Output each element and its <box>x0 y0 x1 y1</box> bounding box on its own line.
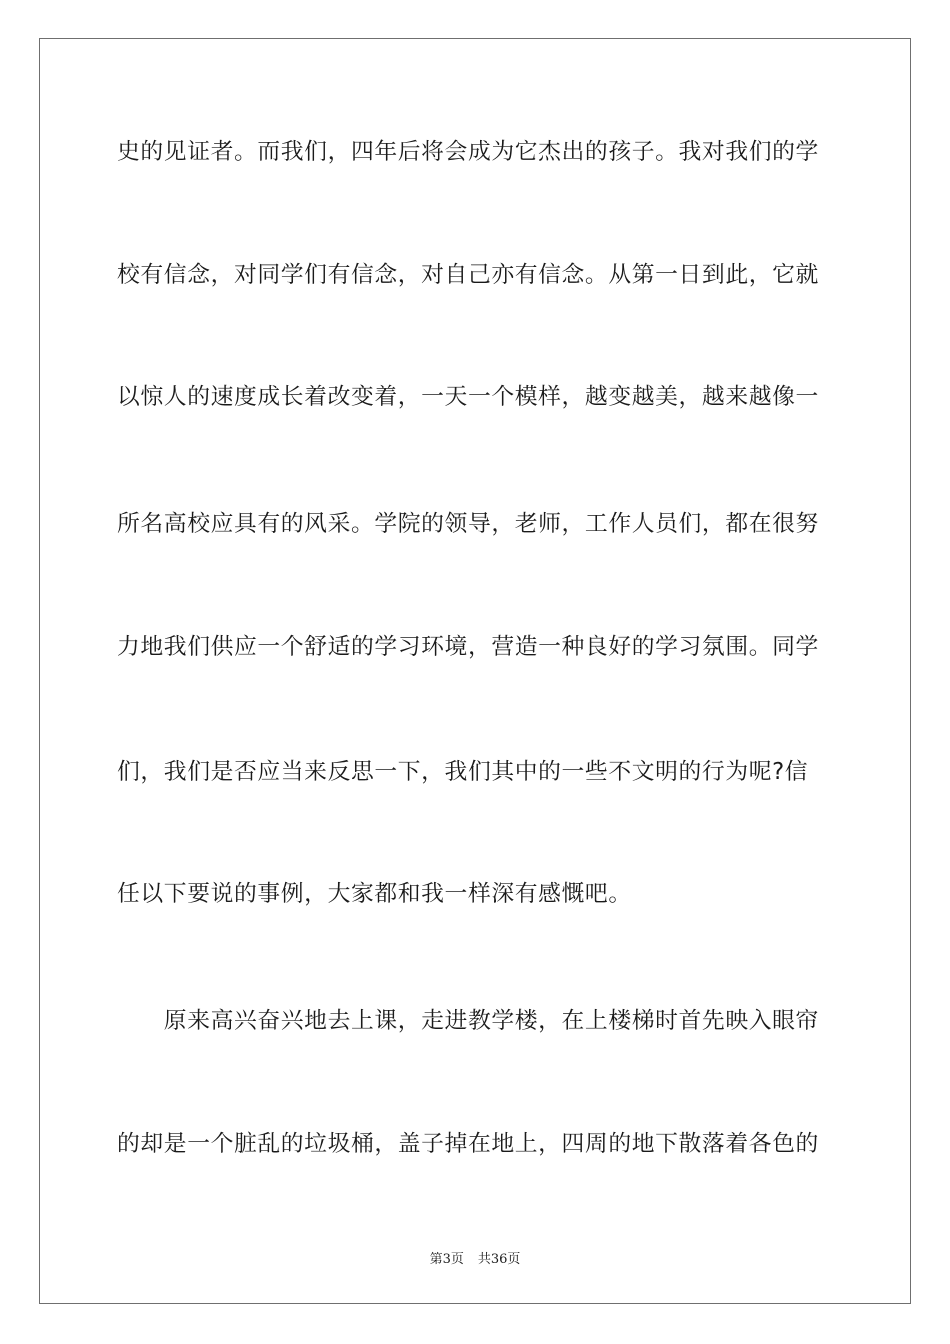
paragraph-line-7: 任以下要说的事例，大家都和我一样深有感慨吧。 <box>117 881 632 907</box>
paragraph-line-2: 校有信念，对同学们有信念，对自己亦有信念。从第一日到此，它就 <box>117 262 819 288</box>
paragraph-line-4: 所名高校应具有的风采。学院的领导，老师，工作人员们，都在很努 <box>117 511 819 537</box>
paragraph-line-5: 力地我们供应一个舒适的学习环境，营造一种良好的学习氛围。同学 <box>117 634 819 660</box>
paragraph-line-9: 的却是一个脏乱的垃圾桶，盖子掉在地上，四周的地下散落着各色的 <box>117 1131 819 1157</box>
page-border <box>39 38 911 1304</box>
paragraph-line-3: 以惊人的速度成长着改变着，一天一个模样，越变越美，越来越像一 <box>117 384 819 410</box>
paragraph-line-6: 们，我们是否应当来反思一下，我们其中的一些不文明的行为呢?信 <box>117 759 809 785</box>
paragraph-line-8: 原来高兴奋兴地去上课，走进教学楼，在上楼梯时首先映入眼帘 <box>117 1008 819 1034</box>
current-page-label: 第3页 <box>429 1252 464 1267</box>
paragraph-line-1: 史的见证者。而我们，四年后将会成为它杰出的孩子。我对我们的学 <box>117 139 819 165</box>
total-pages-label: 共36页 <box>477 1252 521 1267</box>
page-footer <box>0 1248 950 1267</box>
